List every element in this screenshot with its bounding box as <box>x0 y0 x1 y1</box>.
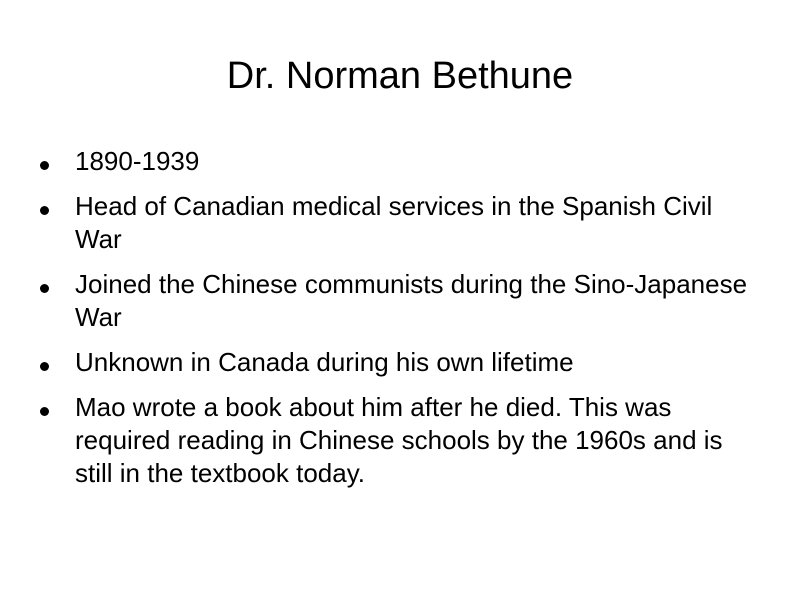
bullet-dot-icon <box>40 407 49 416</box>
slide-title: Dr. Norman Bethune <box>226 55 574 97</box>
bullet-dot-icon <box>40 161 49 170</box>
bullet-item-lifespan <box>40 145 760 178</box>
bullet-item-spanish-civil-war <box>40 190 760 256</box>
bullet-text: Joined the Chinese communists during the Sino-Japanese War <box>75 269 748 332</box>
bullet-text: Mao wrote a book about him after he died. This was required reading in Chinese schools by the 1960s and is still in the textbook today. <box>75 392 723 488</box>
bullet-text: Head of Canadian medical services in the Spanish Civil War <box>75 191 713 254</box>
bullet-item-mao-book <box>40 391 760 490</box>
bullet-text: 1890-1939 <box>75 146 200 176</box>
bullet-dot-icon <box>40 362 49 371</box>
bullet-dot-icon <box>40 206 49 215</box>
bullet-dot-icon <box>40 284 49 293</box>
bullet-item-unknown-in-canada <box>40 346 760 379</box>
bullet-list <box>40 145 760 502</box>
bullet-text: Unknown in Canada during his own lifetime <box>75 347 574 377</box>
bullet-item-sino-japanese-war <box>40 268 760 334</box>
